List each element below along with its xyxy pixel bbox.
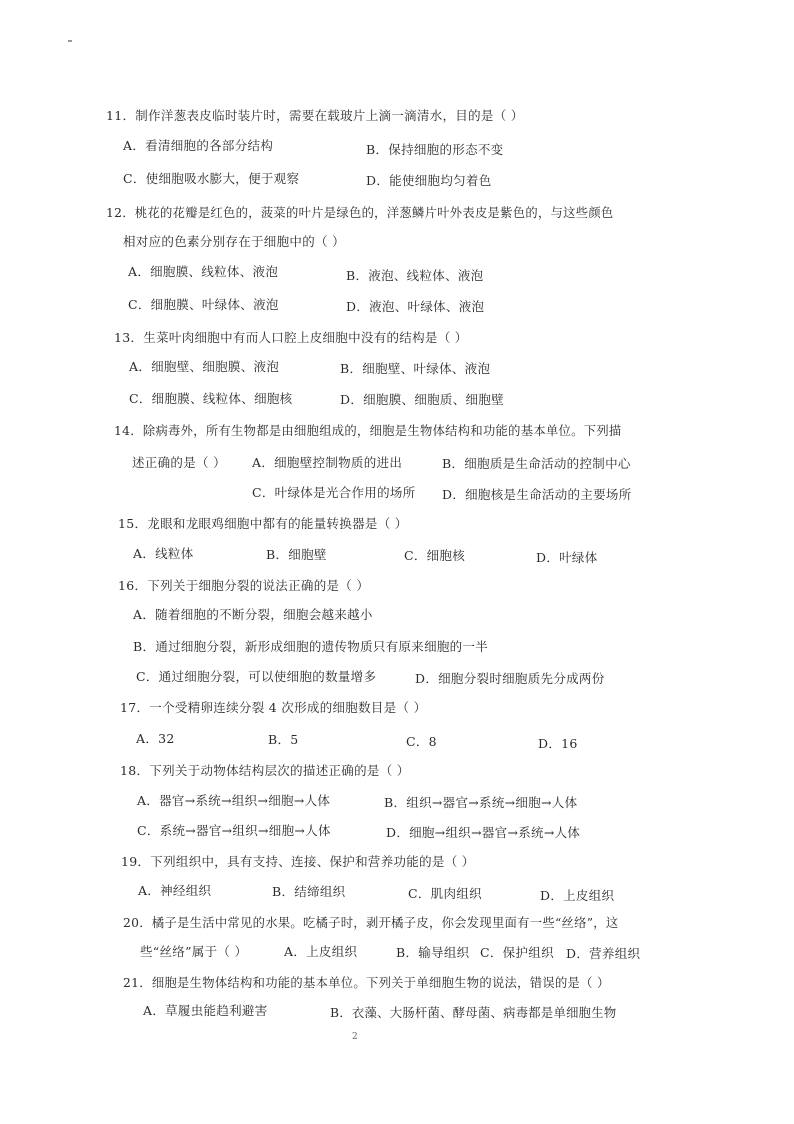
question-20-option-c: C．保护组织 [480, 945, 554, 960]
question-21-stem: 21．细胞是生物体结构和功能的基本单位。下列关于单细胞生物的说法，错误的是（ ） [123, 976, 610, 990]
question-12-option-d: D．液泡、叶绿体、液泡 [346, 299, 485, 314]
question-18-option-a: A．器官→系统→组织→细胞→人体 [137, 793, 331, 808]
question-14-option-c: C．叶绿体是光合作用的场所 [252, 485, 416, 500]
question-14-stem: 14．除病毒外，所有生物都是由细胞组成的，细胞是生物体结构和功能的基本单位。下列描 [114, 424, 622, 438]
question-19-option-a: A．神经组织 [138, 883, 212, 898]
question-12-option-b: B．液泡、线粒体、液泡 [346, 268, 484, 283]
question-16-option-d: D．细胞分裂时细胞质先分成两份 [415, 671, 605, 686]
question-18-stem: 18．下列关于动物体结构层次的描述正确的是（ ） [120, 763, 410, 778]
question-17-stem: 17．一个受精卵连续分裂 4 次形成的细胞数目是（ ） [120, 700, 427, 715]
question-16-option-a: A．随着细胞的不断分裂，细胞会越来越小 [133, 607, 373, 622]
question-12-option-c: C．细胞膜、叶绿体、液泡 [128, 297, 279, 312]
question-14-stem-cont: 述正确的是（ ） [132, 455, 226, 470]
question-15-option-d: D．叶绿体 [536, 550, 598, 565]
question-17-option-a: A．32 [136, 731, 175, 746]
question-20-option-b: B．输导组织 [396, 945, 470, 960]
question-20-option-d: D．营养组织 [566, 946, 641, 961]
question-15-option-b: B．细胞壁 [266, 547, 327, 562]
question-18-option-d: D．细胞→组织→器官→系统→人体 [386, 825, 581, 840]
scan-speck [68, 40, 72, 42]
question-13-option-d: D．细胞膜、细胞质、细胞壁 [340, 392, 504, 407]
question-16-option-b: B．通过细胞分裂，新形成细胞的遗传物质只有原来细胞的一半 [133, 639, 489, 654]
question-11-option-b: B．保持细胞的形态不变 [366, 142, 504, 157]
question-19-option-d: D．上皮组织 [540, 888, 615, 903]
question-11-option-d: D．能使细胞均匀着色 [366, 173, 492, 188]
question-16-stem: 16．下列关于细胞分裂的说法正确的是（ ） [118, 578, 370, 593]
question-14-option-d: D．细胞核是生命活动的主要场所 [442, 487, 632, 502]
question-11-stem: 11．制作洋葱表皮临时装片时，需要在载玻片上滴一滴清水，目的是（ ） [106, 108, 524, 123]
question-11-option-c: C．使细胞吸水膨大，便于观察 [123, 171, 300, 186]
question-12-stem-cont: 相对应的色素分别存在于细胞中的（ ） [123, 234, 345, 249]
question-14-option-a: A．细胞壁控制物质的进出 [252, 455, 403, 470]
question-20-stem: 20．橘子是生活中常见的水果。吃橘子时，剥开橘子皮，你会发现里面有一些“丝络”，这 [123, 916, 619, 930]
question-15-option-a: A．线粒体 [133, 546, 194, 561]
question-16-option-c: C．通过细胞分裂，可以使细胞的数量增多 [136, 669, 377, 684]
question-17-option-c: C．8 [406, 734, 437, 749]
question-19-option-c: C．肌肉组织 [408, 886, 482, 901]
question-17-option-b: B．5 [268, 732, 299, 747]
question-14-option-b: B．细胞质是生命活动的控制中心 [442, 456, 631, 471]
question-13-option-c: C．细胞膜、线粒体、细胞核 [129, 391, 293, 406]
question-20-stem-cont: 些“丝络”属于（ ） [140, 944, 248, 959]
question-19-option-b: B．结缔组织 [272, 884, 346, 899]
question-18-option-c: C．系统→器官→组织→细胞→人体 [137, 823, 331, 838]
question-15-stem: 15．龙眼和龙眼鸡细胞中都有的能量转换器是（ ） [118, 516, 408, 531]
question-12-stem: 12．桃花的花瓣是红色的，菠菜的叶片是绿色的，洋葱鳞片叶外表皮是紫色的，与这些颜色 [106, 206, 614, 220]
question-19-stem: 19．下列组织中，具有支持、连接、保护和营养功能的是（ ） [121, 854, 475, 869]
question-13-option-a: A．细胞壁、细胞膜、液泡 [129, 359, 280, 374]
question-21-option-b: B．衣藻、大肠杆菌、酵母菌、病毒都是单细胞生物 [330, 1006, 617, 1020]
question-13-stem: 13．生菜叶肉细胞中有而人口腔上皮细胞中没有的结构是（ ） [114, 330, 468, 345]
question-17-option-d: D．16 [538, 736, 578, 751]
question-21-option-a: A．草履虫能趋利避害 [143, 1003, 268, 1018]
page-number: 2 [352, 1032, 358, 1042]
question-12-option-a: A．细胞膜、线粒体、液泡 [128, 264, 279, 279]
question-20-option-a: A．上皮组织 [284, 944, 358, 959]
question-11-option-a: A．看清细胞的各部分结构 [123, 138, 274, 153]
question-18-option-b: B．组织→器官→系统→细胞→人体 [384, 795, 578, 810]
question-15-option-c: C．细胞核 [404, 548, 466, 563]
question-13-option-b: B．细胞壁、叶绿体、液泡 [340, 361, 491, 376]
